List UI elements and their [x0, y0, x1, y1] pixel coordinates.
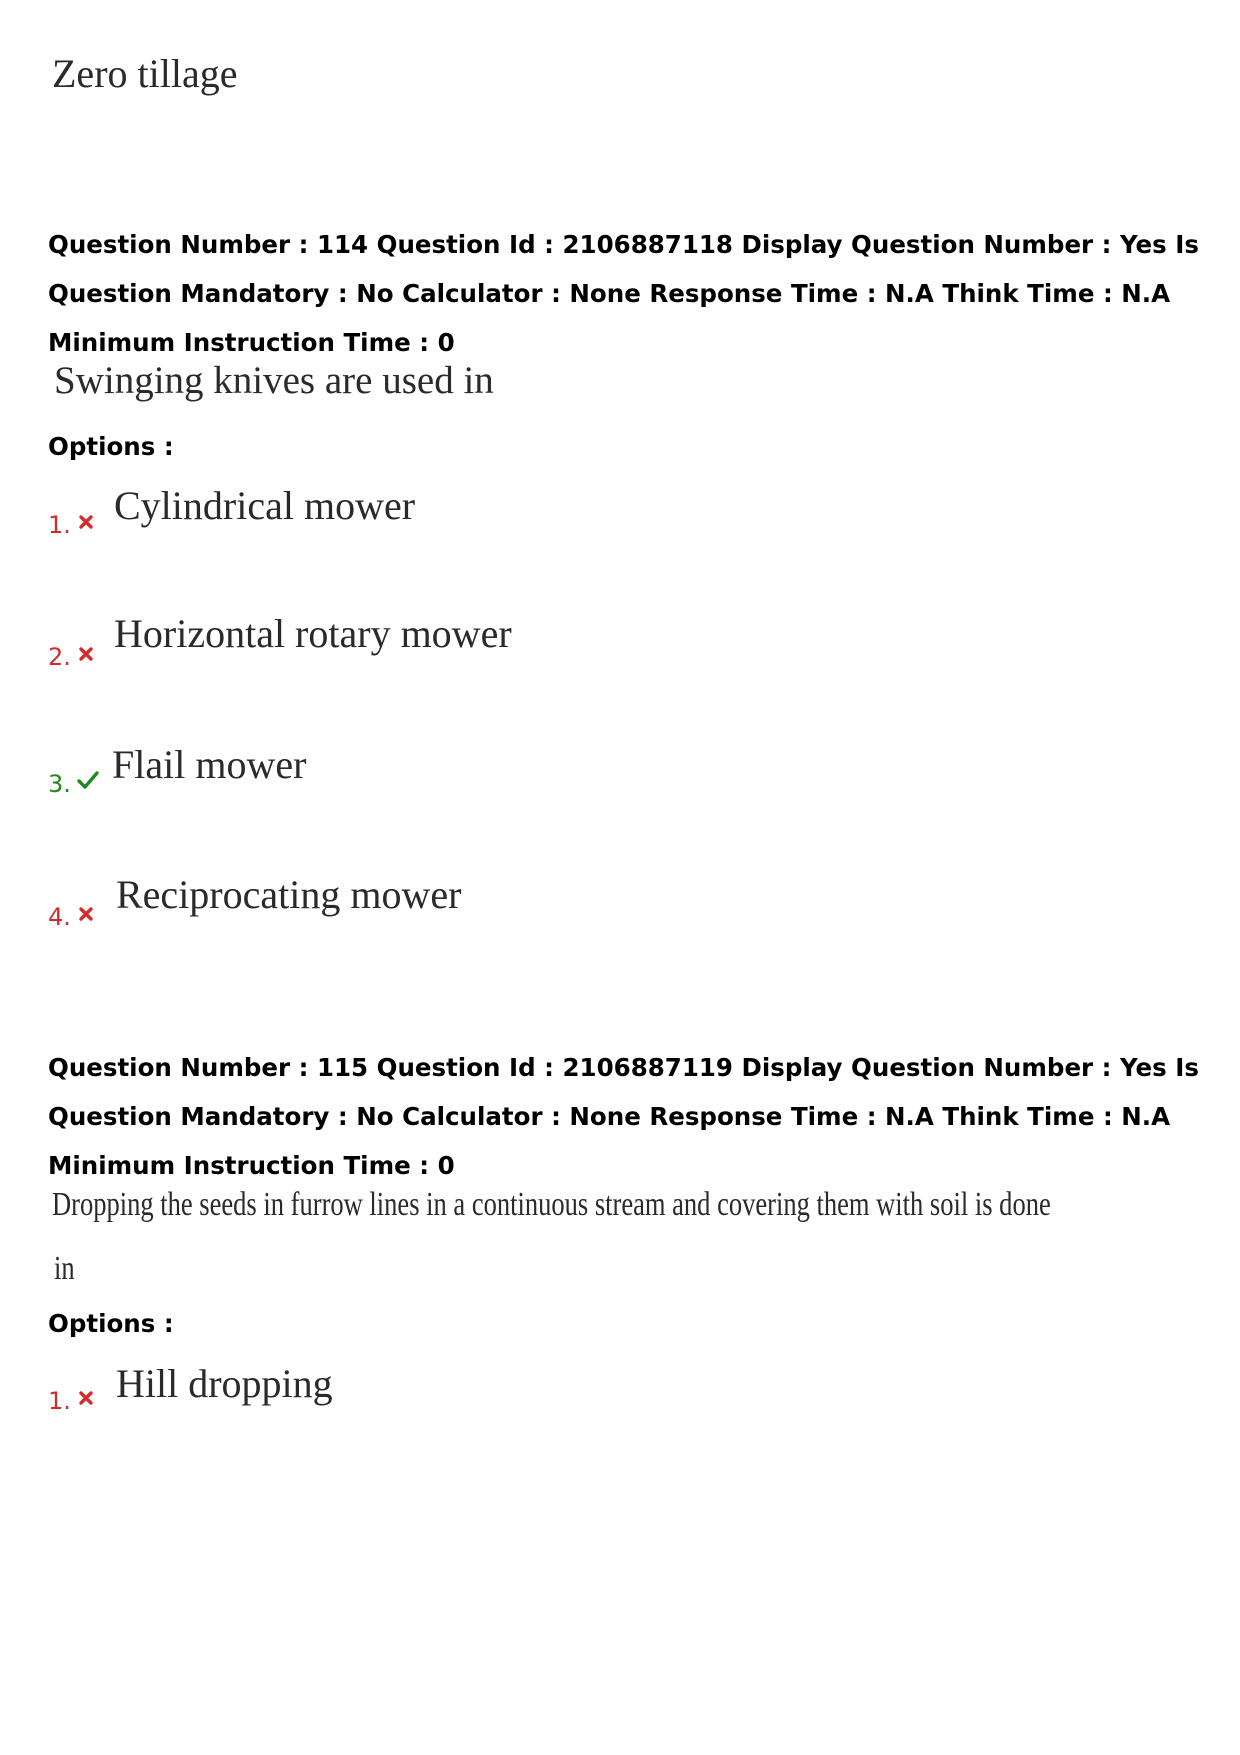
check-icon	[76, 770, 100, 790]
option-text: Flail mower	[112, 742, 307, 787]
option-number: 1.	[48, 1387, 71, 1415]
option-number: 1.	[48, 511, 71, 539]
option-text: Horizontal rotary mower	[114, 611, 512, 656]
question-115-text-line-2: in	[54, 1250, 75, 1287]
option-number: 3.	[48, 770, 71, 798]
question-115-options-label: Options :	[48, 1309, 174, 1338]
question-115-meta: Question Number : 115 Question Id : 2106887119 Display Question Number : Yes Is Question Mandatory : No Calculator : None Response Time : N.A Think Time : N.A Minimum Instruction Time : 0	[48, 1053, 1199, 1180]
option-text: Hill dropping	[116, 1361, 333, 1406]
question-114-meta: Question Number : 114 Question Id : 2106887118 Display Question Number : Yes Is Question Mandatory : No Calculator : None Response Time : N.A Think Time : N.A Minimum Instruction Time : 0	[48, 230, 1199, 357]
cross-icon	[76, 644, 96, 664]
previous-option-text: Zero tillage	[52, 51, 238, 96]
option-text: Cylindrical mower	[114, 483, 416, 528]
cross-icon	[76, 1388, 96, 1408]
option-text: Reciprocating mower	[116, 872, 462, 917]
question-114-text: Swinging knives are used in	[54, 359, 494, 402]
question-115-text-line-1: Dropping the seeds in furrow lines in a continuous stream and covering them with soil is done	[52, 1186, 1051, 1223]
cross-icon	[76, 904, 96, 924]
option-number: 2.	[48, 643, 71, 671]
question-114-options-label: Options :	[48, 432, 174, 461]
option-number: 4.	[48, 903, 71, 931]
cross-icon	[76, 512, 96, 532]
